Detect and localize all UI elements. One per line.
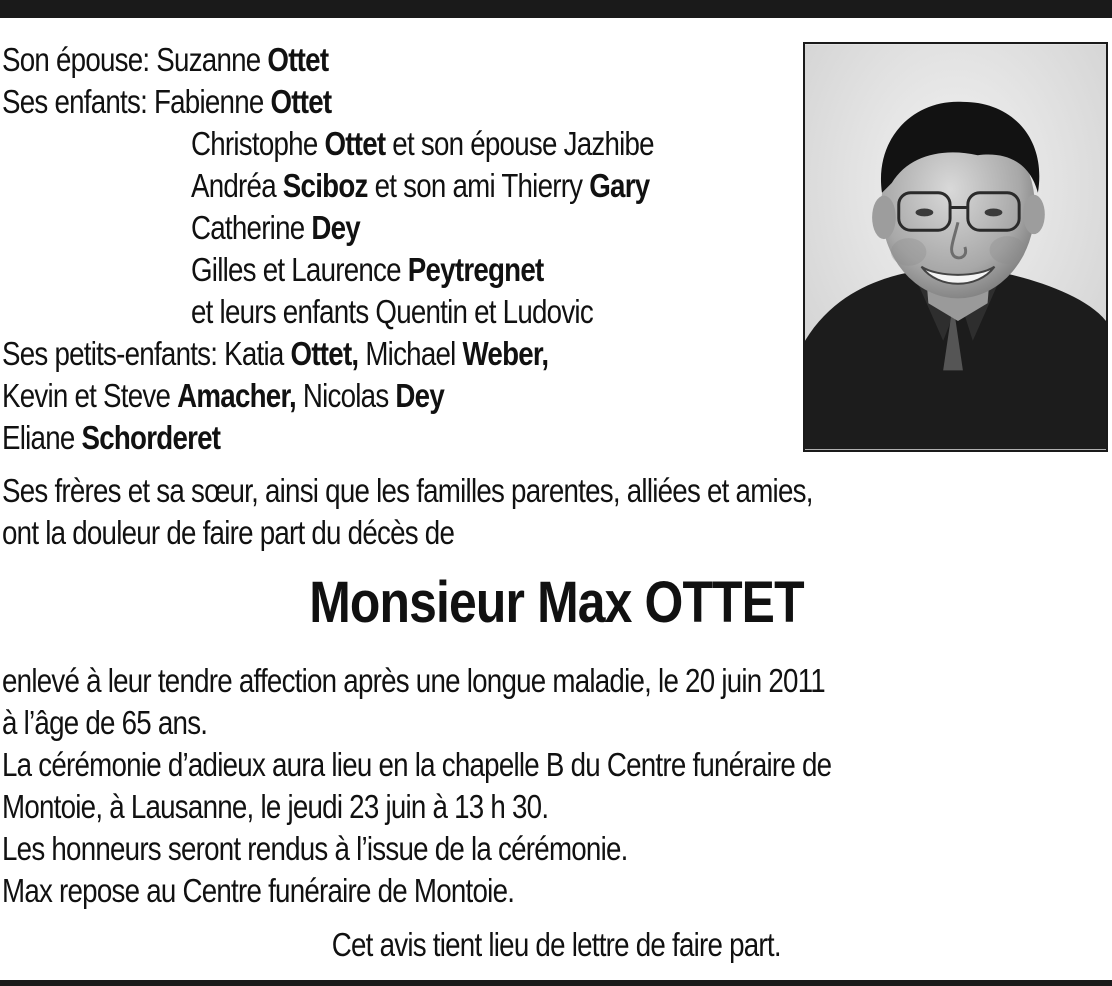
- child4-line: [191, 207, 360, 249]
- child2-surname: Ottet: [324, 125, 386, 162]
- grandchild-surname-1: Ottet,: [290, 335, 359, 372]
- child4-surname: Dey: [311, 209, 360, 246]
- children-line: [2, 81, 331, 123]
- details-line-4: Montoie, à Lausanne, le jeudi 23 juin à 13 h 30.: [2, 788, 549, 825]
- child5-children-line: [191, 291, 593, 333]
- top-border-rule: [0, 0, 1112, 18]
- child3-rest: et son ami Thierry: [374, 167, 583, 204]
- grandchild-name-4: Nicolas: [302, 377, 389, 414]
- grandchild-name-2: Michael: [365, 335, 456, 372]
- children-surname: Ottet: [270, 83, 332, 120]
- announcement-line-2: ont la douleur de faire part du décès de: [2, 514, 455, 551]
- grandchildren-label: Ses petits-enfants: Katia: [2, 335, 284, 372]
- closing-text: Cet avis tient lieu de lettre de faire part.: [331, 926, 781, 963]
- grandchildren-line-2: [2, 375, 444, 417]
- child5-first-names: Gilles et Laurence: [191, 251, 401, 288]
- child5-surname: Peytregnet: [407, 251, 544, 288]
- closing-line: [0, 924, 1112, 966]
- deceased-name-heading: [0, 566, 1112, 640]
- child2-line: [191, 123, 654, 165]
- child2-first-name: Christophe: [191, 125, 318, 162]
- announcement-line-1: Ses frères et sa sœur, ainsi que les familles parentes, alliées et amies,: [2, 472, 813, 509]
- portrait-photo: [803, 42, 1108, 452]
- deceased-name: Monsieur Max OTTET: [308, 570, 804, 635]
- grandchild-surname-2: Weber,: [462, 335, 549, 372]
- details-line-6: Max repose au Centre funéraire de Montoie.: [2, 872, 515, 909]
- details-line-3: La cérémonie d’adieux aura lieu en la chapelle B du Centre funéraire de: [2, 746, 832, 783]
- spouse-label: Son épouse: Suzanne: [2, 41, 261, 78]
- child4-first-name: Catherine: [191, 209, 305, 246]
- grandchildren-line-3: [2, 417, 220, 459]
- grandchild-name-5: Eliane: [2, 419, 75, 456]
- children-label: Ses enfants: Fabienne: [2, 83, 264, 120]
- child3-partner-surname: Gary: [589, 167, 650, 204]
- details-line-1: enlevé à leur tendre affection après une longue maladie, le 20 juin 2011: [2, 662, 825, 699]
- grandchild-surname-4: Dey: [395, 377, 444, 414]
- child5-line: [191, 249, 543, 291]
- grandchild-surname-3: Amacher,: [177, 377, 296, 414]
- child2-rest: et son épouse Jazhibe: [392, 125, 654, 162]
- child5-children: et leurs enfants Quentin et Ludovic: [191, 293, 593, 330]
- grandchildren-line-1: [2, 333, 548, 375]
- details-line-5: Les honneurs seront rendus à l’issue de la cérémonie.: [2, 830, 628, 867]
- child3-line: [191, 165, 649, 207]
- child3-first-name: Andréa: [191, 167, 276, 204]
- portrait-illustration: [805, 44, 1106, 450]
- grandchild-name-3: Kevin et Steve: [2, 377, 171, 414]
- bottom-border-rule: [0, 980, 1112, 986]
- grandchild-surname-5: Schorderet: [81, 419, 221, 456]
- spouse-surname: Ottet: [267, 41, 329, 78]
- spouse-line: [2, 39, 328, 81]
- child3-surname: Sciboz: [282, 167, 368, 204]
- details-line-2: à l’âge de 65 ans.: [2, 704, 208, 741]
